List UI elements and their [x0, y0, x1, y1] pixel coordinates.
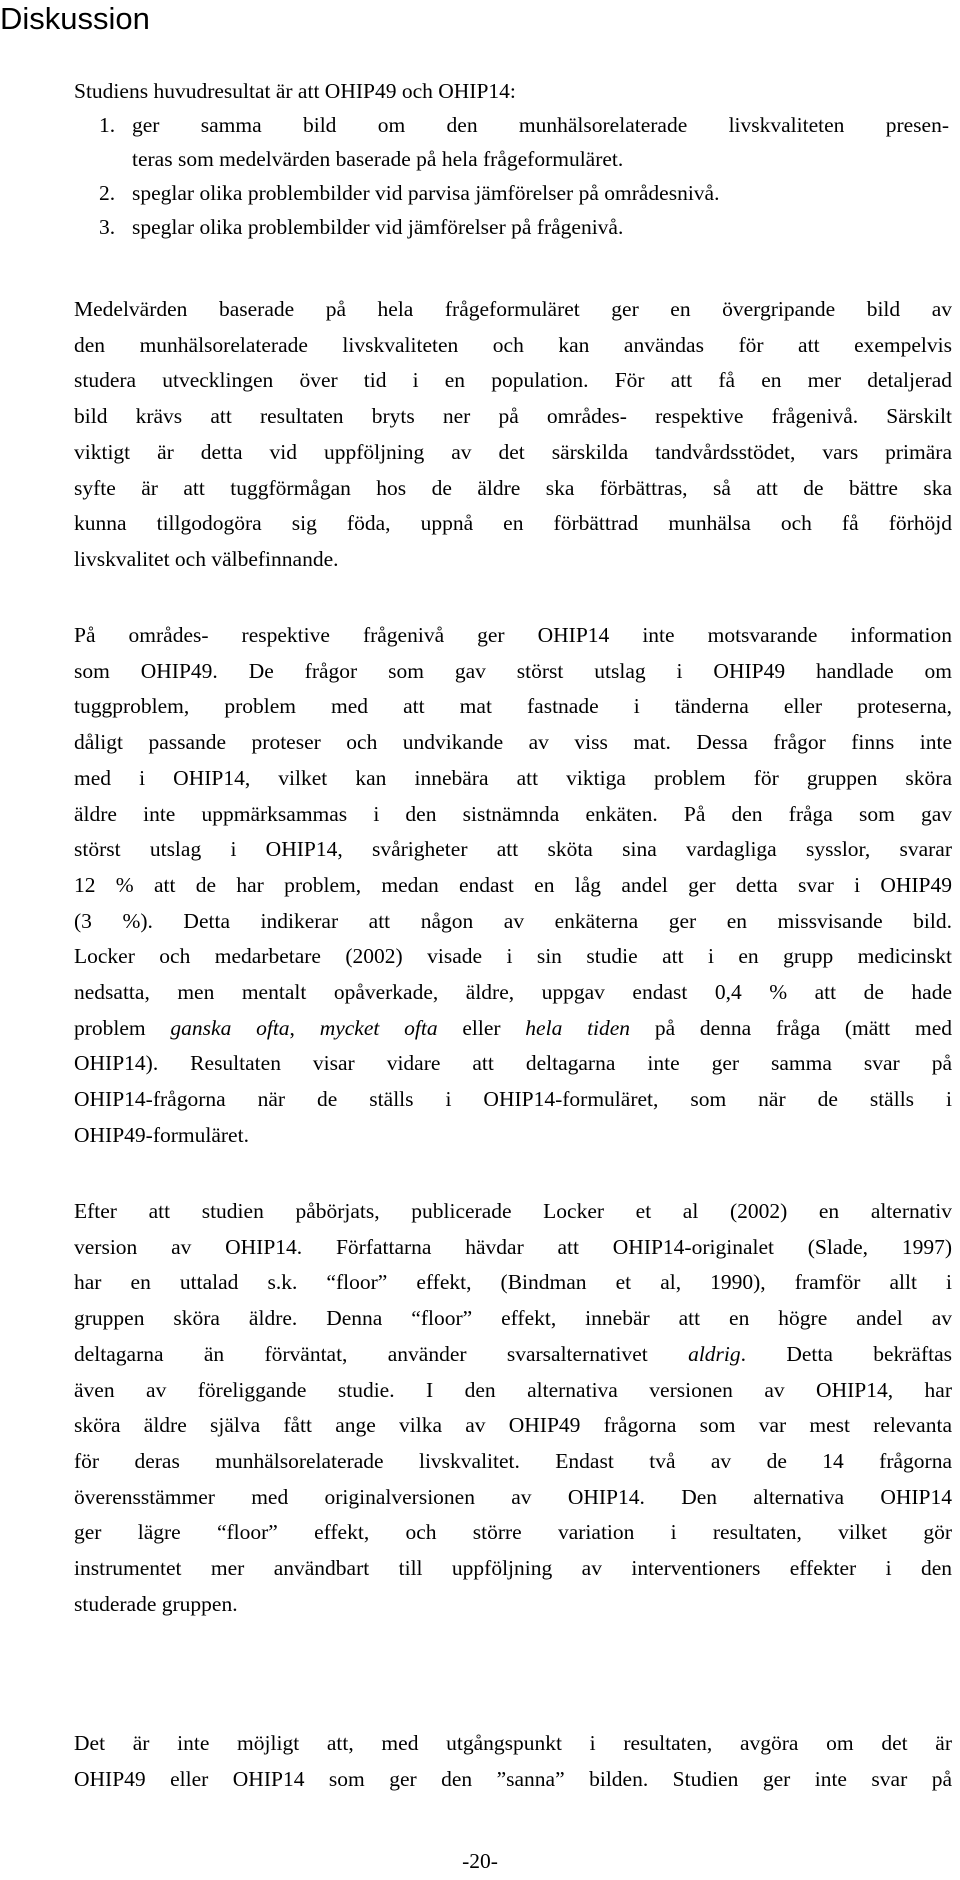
text-line: Det är inte möjligt att, med utgångspunkt i resultaten, avgöra om det är	[74, 1731, 952, 1755]
section-heading: Diskussion	[0, 1, 150, 36]
text-line: Locker och medarbetare (2002) visade i sin studie att i en grupp medicinskt	[74, 944, 952, 969]
text-line: OHIP49 eller OHIP14 som ger den ”sanna” bilden. Studien ger inte svar på	[74, 1766, 952, 1791]
paragraph-conclusion	[74, 1726, 952, 1797]
text-line: nedsatta, men mentalt opåverkade, äldre, uppgav endast 0,4 % att de hade	[74, 980, 952, 1005]
text-line: studera utvecklingen över tid i en population. För att få en mer detaljerad	[74, 368, 952, 393]
list-item-number: 2.	[99, 181, 116, 205]
text-line: dåligt passande proteser och undvikande av viss mat. Dessa frågor finns inte	[74, 730, 952, 755]
page-number: -20-	[462, 1849, 498, 1873]
text-line: version av OHIP14. Författarna hävdar att OHIP14-originalet (Slade, 1997)	[74, 1234, 952, 1259]
text-line: överensstämmer med originalversionen av OHIP14. Den alternativa OHIP14	[74, 1484, 952, 1509]
text-line: problem ganska ofta, mycket ofta eller hela tiden på denna fråga (mätt med	[74, 1015, 953, 1040]
text-line: kunna tillgodogöra sig föda, uppnå en förbättrad munhälsa och få förhöjd	[74, 511, 952, 536]
text-line: som OHIP49. De frågor som gav störst utslag i OHIP49 handlade om	[74, 658, 952, 683]
text-line: har en uttalad s.k. “floor” effekt, (Bindman et al, 1990), framför allt i	[74, 1270, 952, 1295]
italic-phrase: mycket ofta	[319, 1015, 438, 1040]
text-line: 12 % att de har problem, medan endast en låg andel ger detta svar i OHIP49	[74, 872, 952, 897]
paragraph-overview	[74, 292, 952, 578]
italic-phrase: aldrig	[688, 1341, 741, 1366]
text-line: Efter att studien påbörjats, publicerade Locker et al (2002) en alternativ	[74, 1199, 952, 1223]
list-item-text: speglar olika problembilder vid parvisa jämförelser på områdesnivå.	[132, 181, 720, 205]
text-line: OHIP14-frågorna när de ställs i OHIP14-formuläret, som när de ställs i	[74, 1087, 952, 1112]
list-item	[99, 176, 949, 210]
text-line: syfte är att tuggförmågan hos de äldre ska förbättras, så att de bättre ska	[74, 475, 952, 500]
text-line: viktigt är detta vid uppföljning av det särskilda tandvårdsstödet, vars primära	[74, 439, 952, 464]
text-line: deltagarna än förväntat, använder svarsalternativet aldrig. Detta bekräftas	[74, 1341, 952, 1366]
text-line: äldre inte uppmärksammas i den sistnämnda enkäten. På den fråga som gav	[74, 801, 952, 826]
text-line: störst utslag i OHIP14, svårigheter att sköta sina vardagliga sysslor, svarar	[74, 837, 952, 862]
list-item-number: 1.	[99, 113, 116, 137]
text-line: för deras munhälsorelaterade livskvalitet. Endast två av de 14 frågorna	[74, 1448, 952, 1473]
text-line: sköra äldre själva fått ange vilka av OHIP49 frågorna som var mest relevanta	[74, 1413, 952, 1438]
text-line: På områdes- respektive frågenivå ger OHIP14 inte motsvarande information	[74, 623, 952, 647]
text-line: studerade gruppen.	[74, 1591, 238, 1616]
text-line: även av föreliggande studie. I den alternativa versionen av OHIP14, har	[74, 1377, 952, 1402]
italic-phrase: ganska ofta	[170, 1015, 290, 1040]
list-item-text: speglar olika problembilder vid jämförelser på frågenivå.	[132, 215, 624, 239]
text-line: instrumentet mer användbart till uppföljning av interventioners effekter i den	[74, 1556, 952, 1581]
text-line: Medelvärden baserade på hela frågeformuläret ger en övergripande bild av	[74, 297, 952, 321]
text-line: livskvalitet och välbefinnande.	[74, 546, 339, 571]
intro-sentence: Studiens huvudresultat är att OHIP49 och OHIP14:	[74, 79, 516, 103]
text-line: ger lägre “floor” effekt, och större variation i resultaten, vilket gör	[74, 1520, 952, 1545]
paragraph-area-level	[74, 618, 952, 1154]
text-line: gruppen sköra äldre. Denna “floor” effekt, innebär att en högre andel av	[74, 1306, 952, 1331]
list-item	[99, 210, 949, 244]
text-line: OHIP14). Resultaten visar vidare att deltagarna inte ger samma svar på	[74, 1051, 952, 1076]
text-line: tuggproblem, problem med att mat fastnade i tänderna eller proteserna,	[74, 694, 952, 719]
text-line: (3 %). Detta indikerar att någon av enkäterna ger en missvisande bild.	[74, 908, 952, 933]
findings-list	[99, 108, 949, 244]
text-line: OHIP49-formuläret.	[74, 1122, 249, 1147]
text-line: bild krävs att resultaten bryts ner på områdes- respektive frågenivå. Särskilt	[74, 404, 952, 429]
text-line: med i OHIP14, vilket kan innebära att viktiga problem för gruppen sköra	[74, 765, 952, 790]
list-item-text: ger samma bild om den munhälsorelaterade livskvaliteten presen- teras som medelvärden baserade på hela frågeformuläret.	[132, 113, 949, 171]
list-item-number: 3.	[99, 215, 116, 239]
list-item	[99, 108, 949, 176]
text-line: den munhälsorelaterade livskvaliteten och kan användas för att exempelvis	[74, 332, 952, 357]
italic-phrase: hela tiden	[525, 1015, 631, 1040]
paragraph-alternative-version	[74, 1194, 952, 1622]
